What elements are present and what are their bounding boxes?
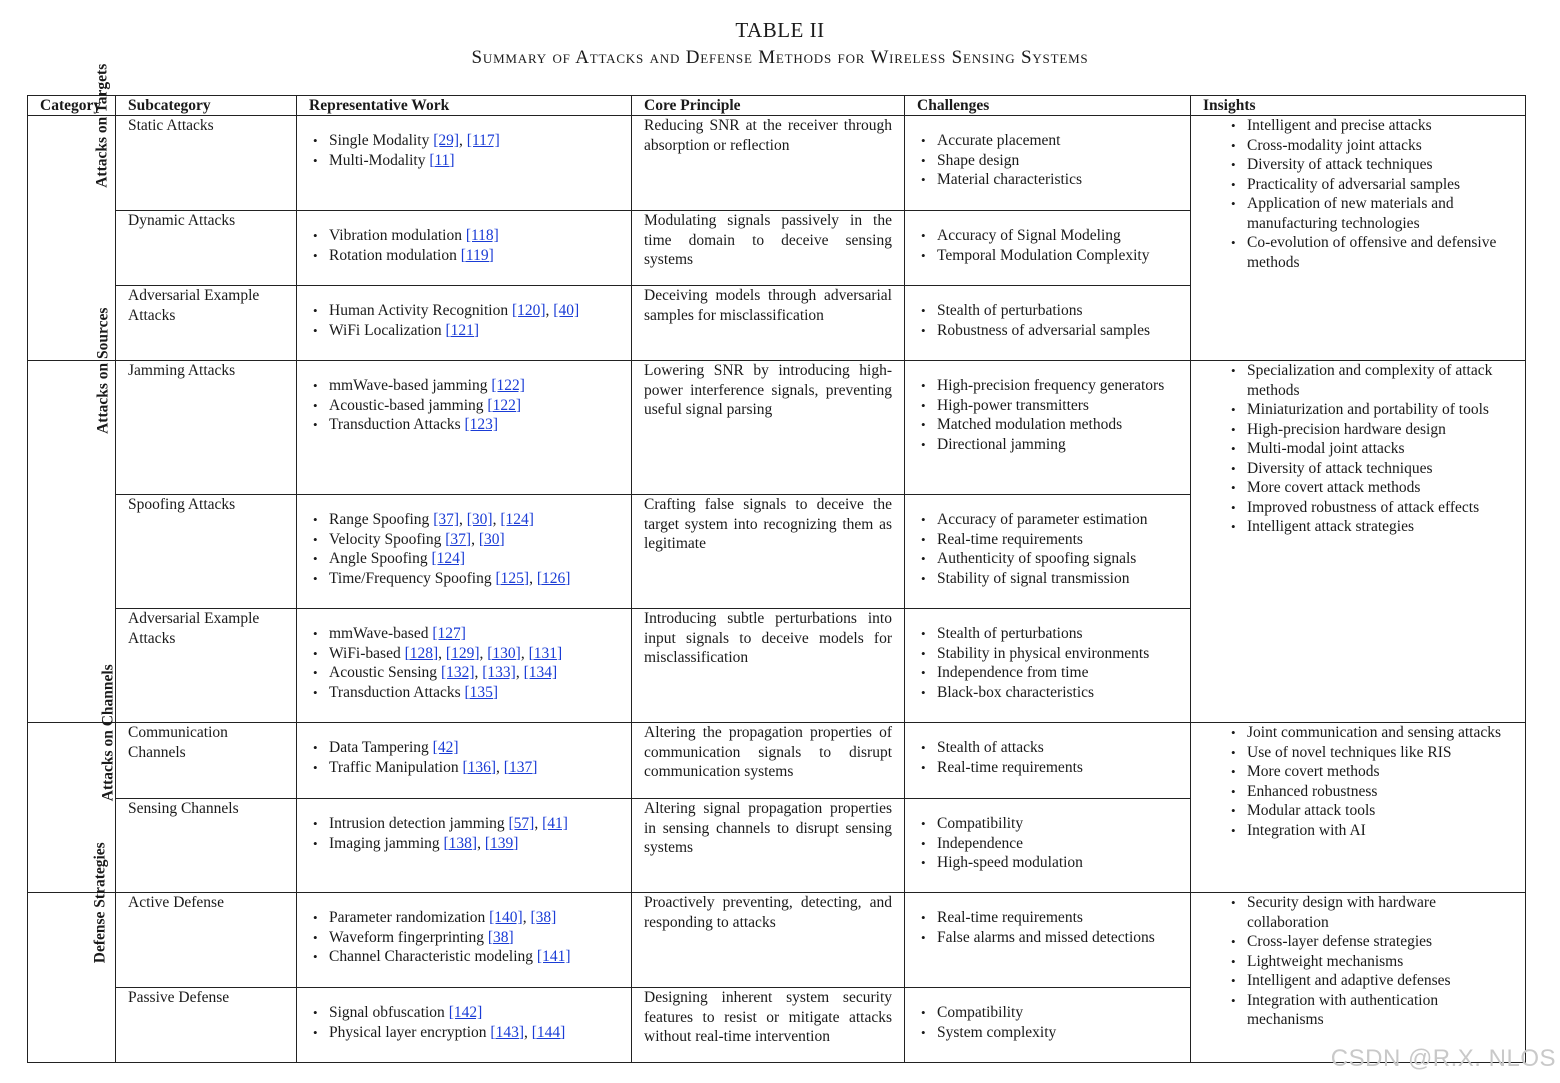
core-principle-cell: Modulating signals passively in the time domain to deceive sensing systems: [632, 211, 905, 286]
citation-link[interactable]: [37]: [445, 530, 472, 548]
citation-link[interactable]: [42]: [432, 739, 459, 756]
challenges-cell: [905, 361, 1191, 495]
work-item: • Range Spoofing [37], [30], [124]: [329, 510, 619, 530]
citation-link[interactable]: [37]: [433, 511, 460, 528]
work-label: Channel Characteristic modeling: [329, 948, 534, 965]
citation-link[interactable]: [124]: [431, 550, 466, 567]
table-number: TABLE II: [735, 18, 825, 42]
challenge-item: • Robustness of adversarial samples: [937, 321, 1178, 341]
header-category: Category: [28, 96, 116, 116]
insights-cell: [1191, 893, 1526, 1063]
insight-item: • Integration with AI: [1247, 821, 1513, 841]
work-item: • Time/Frequency Spoofing [125], [126]: [329, 569, 619, 589]
insight-list: [1191, 361, 1513, 537]
citation-link[interactable]: [126]: [536, 569, 571, 587]
representative-work-cell: [297, 893, 632, 988]
challenge-list: [917, 1003, 1178, 1042]
work-list: [309, 376, 619, 435]
watermark: CSDN @R.X. NLOS: [1330, 1045, 1556, 1072]
citation-link[interactable]: [119]: [460, 246, 494, 264]
insight-item: • Improved robustness of attack effects: [1247, 498, 1513, 518]
citation-link[interactable]: [137]: [503, 758, 538, 776]
challenges-cell: [905, 211, 1191, 286]
core-principle-cell: Altering the propagation properties of communication signals to disrupt communication systems: [632, 723, 905, 799]
table-row: [28, 116, 1526, 211]
work-label: Parameter randomization: [329, 909, 486, 926]
work-label: Waveform fingerprinting: [329, 928, 484, 946]
subcategory-cell: Active Defense: [116, 893, 297, 988]
work-item: • Physical layer encryption [143], [144]: [329, 1023, 619, 1043]
citation-link[interactable]: [41]: [542, 815, 568, 832]
challenge-item: • Real-time requirements: [937, 908, 1178, 928]
representative-work-cell: [297, 723, 632, 799]
citation-link[interactable]: [138]: [443, 834, 478, 852]
header-core-principle: Core Principle: [632, 96, 905, 116]
work-label: mmWave-based: [329, 625, 429, 642]
challenge-list: [917, 814, 1178, 873]
work-label: Signal obfuscation: [329, 1004, 445, 1021]
citation-link[interactable]: [129]: [445, 644, 480, 662]
insight-list: [1191, 893, 1513, 1030]
insight-item: • Cross-modality joint attacks: [1247, 136, 1513, 156]
challenge-list: [917, 738, 1178, 777]
work-item: [329, 1003, 619, 1023]
work-item: • Imaging jamming [138], [139]: [329, 834, 619, 854]
insight-item: • Cross-layer defense strategies: [1247, 932, 1513, 952]
citation-link[interactable]: [140]: [489, 909, 523, 926]
work-list: [309, 301, 619, 340]
table-caption: Summary of Attacks and Defense Methods for Wireless Sensing Systems: [471, 47, 1089, 68]
insight-item: • Lightweight mechanisms: [1247, 952, 1513, 972]
insight-item: • Modular attack tools: [1247, 801, 1513, 821]
summary-table: [27, 63, 1526, 1063]
citation-link[interactable]: [141]: [536, 948, 571, 965]
insight-item: • Intelligent attack strategies: [1247, 517, 1513, 537]
subcategory-cell: Passive Defense: [116, 988, 297, 1063]
core-principle-cell: Designing inherent system security features to resist or mitigate attacks without real-time intervention: [632, 988, 905, 1063]
work-list: [309, 814, 619, 853]
work-label: Vibration modulation: [329, 227, 462, 244]
citation-link[interactable]: [122]: [491, 377, 525, 394]
work-item: • Traffic Manipulation [136], [137]: [329, 758, 619, 778]
work-item: [329, 624, 619, 644]
citation-link[interactable]: [130]: [487, 644, 521, 662]
citation-link[interactable]: [124]: [500, 511, 534, 528]
insight-item: • Intelligent and precise attacks: [1247, 116, 1513, 136]
work-label: Acoustic Sensing: [329, 664, 438, 681]
work-list: [309, 624, 619, 702]
citation-link[interactable]: [125]: [495, 569, 530, 587]
insight-item: • Intelligent and adaptive defenses: [1247, 971, 1513, 991]
insight-item: • Security design with hardware collaboration: [1247, 893, 1513, 932]
core-principle-cell: Proactively preventing, detecting, and responding to attacks: [632, 893, 905, 988]
citation-link[interactable]: [143]: [490, 1023, 524, 1041]
challenge-item: • Compatibility: [937, 814, 1178, 834]
core-principle-cell: Deceiving models through adversarial samples for misclassification: [632, 286, 905, 361]
insight-item: • Enhanced robustness: [1247, 782, 1513, 802]
representative-work-cell: [297, 116, 632, 211]
subcategory-cell: Dynamic Attacks: [116, 211, 297, 286]
citation-link[interactable]: [139]: [484, 834, 519, 852]
table-title-block: [0, 18, 1560, 71]
work-item: [329, 151, 619, 171]
citation-link[interactable]: [123]: [464, 416, 499, 433]
insight-list: [1191, 116, 1513, 272]
subcategory-cell: Adversarial Example Attacks: [116, 609, 297, 723]
core-principle-cell: Altering signal propagation properties in sensing channels to disrupt sensing systems: [632, 799, 905, 893]
work-label: Physical layer encryption: [329, 1023, 487, 1041]
challenge-list: [917, 226, 1178, 265]
work-label: Data Tampering: [329, 739, 429, 756]
category-cell-defense: [28, 842, 116, 1063]
insight-item: • More covert methods: [1247, 762, 1513, 782]
insight-item: • Miniaturization and portability of tools: [1247, 400, 1513, 420]
work-item: • Single Modality [29], [117]: [329, 131, 619, 151]
insight-item: • Integration with authentication mechanisms: [1247, 991, 1513, 1030]
challenge-item: • Real-time requirements: [937, 530, 1178, 550]
citation-link[interactable]: [121]: [445, 321, 480, 339]
citation-link[interactable]: [30]: [478, 530, 505, 548]
challenge-item: • Independence: [937, 834, 1178, 854]
citation-link[interactable]: [127]: [432, 625, 466, 642]
work-label: Traffic Manipulation: [329, 758, 459, 776]
challenge-list: [917, 908, 1178, 947]
subcategory-cell: Static Attacks: [116, 116, 297, 211]
representative-work-cell: [297, 361, 632, 495]
challenges-cell: [905, 286, 1191, 361]
subcategory-cell: Adversarial Example Attacks: [116, 286, 297, 361]
category-label: Defense Strategies: [91, 842, 109, 964]
challenge-item: • High-speed modulation: [937, 853, 1178, 873]
challenge-item: • False alarms and missed detections: [937, 928, 1178, 948]
challenge-item: • Independence from time: [937, 663, 1178, 683]
insight-item: • Joint communication and sensing attacks: [1247, 723, 1513, 743]
citation-link[interactable]: [122]: [487, 396, 521, 414]
header-challenges: Challenges: [905, 96, 1191, 116]
citation-link[interactable]: [40]: [553, 302, 580, 319]
citation-link[interactable]: [128]: [404, 644, 439, 662]
challenge-list: [917, 376, 1178, 454]
work-label: Intrusion detection jamming: [329, 815, 505, 832]
work-item: [329, 321, 619, 341]
challenge-list: [917, 301, 1178, 340]
header-row: [28, 96, 1526, 116]
citation-link[interactable]: [133]: [482, 664, 516, 681]
insights-cell: [1191, 361, 1526, 723]
challenge-item: • Stealth of attacks: [937, 738, 1178, 758]
work-label: Acoustic-based jamming: [329, 396, 484, 414]
work-item: [329, 549, 619, 569]
header-subcategory: Subcategory: [116, 96, 297, 116]
challenge-item: • Stealth of perturbations: [937, 301, 1178, 321]
citation-link[interactable]: [29]: [433, 132, 460, 149]
challenge-item: • Stealth of perturbations: [937, 624, 1178, 644]
citation-link[interactable]: [38]: [530, 909, 557, 926]
category-label: Attacks on Sources: [94, 307, 112, 434]
citation-link[interactable]: [135]: [464, 683, 499, 701]
work-item: [329, 683, 619, 703]
challenge-item: • Compatibility: [937, 1003, 1178, 1023]
insight-item: • Co-evolution of offensive and defensive methods: [1247, 233, 1513, 272]
insight-item: • High-precision hardware design: [1247, 420, 1513, 440]
table-row: [28, 893, 1526, 988]
challenge-list: [917, 624, 1178, 702]
work-list: [309, 131, 619, 170]
work-label: Velocity Spoofing: [329, 530, 442, 548]
subcategory-cell: Communication Channels: [116, 723, 297, 799]
work-list: [309, 1003, 619, 1042]
challenges-cell: [905, 723, 1191, 799]
challenge-item: • Accuracy of Signal Modeling: [937, 226, 1178, 246]
work-label: Transduction Attacks: [329, 683, 461, 701]
citation-link[interactable]: [134]: [523, 664, 558, 681]
insights-cell: [1191, 723, 1526, 893]
challenge-item: • High-precision frequency generators: [937, 376, 1178, 396]
work-label: Range Spoofing: [329, 511, 430, 528]
challenges-cell: [905, 893, 1191, 988]
core-principle-cell: Lowering SNR by introducing high-power interference signals, preventing useful signal parsing: [632, 361, 905, 495]
work-label: Human Activity Recognition: [329, 302, 509, 319]
work-item: [329, 246, 619, 266]
insight-item: • Diversity of attack techniques: [1247, 155, 1513, 175]
work-label: Transduction Attacks: [329, 416, 461, 433]
challenge-item: • Shape design: [937, 151, 1178, 171]
challenges-cell: [905, 799, 1191, 893]
insight-item: • Diversity of attack techniques: [1247, 459, 1513, 479]
work-label: WiFi Localization: [329, 321, 442, 339]
challenge-item: • Material characteristics: [937, 170, 1178, 190]
representative-work-cell: [297, 799, 632, 893]
insight-item: • Multi-modal joint attacks: [1247, 439, 1513, 459]
work-list: [309, 738, 619, 777]
header-representative-work: Representative Work: [297, 96, 632, 116]
challenge-item: • Real-time requirements: [937, 758, 1178, 778]
challenge-list: [917, 510, 1178, 588]
subcategory-cell: Spoofing Attacks: [116, 495, 297, 609]
citation-link[interactable]: [57]: [508, 815, 535, 832]
subcategory-cell: Sensing Channels: [116, 799, 297, 893]
challenge-item: • Accurate placement: [937, 131, 1178, 151]
challenge-item: • Stability of signal transmission: [937, 569, 1178, 589]
citation-link[interactable]: [117]: [466, 132, 500, 149]
challenge-item: • Temporal Modulation Complexity: [937, 246, 1178, 266]
representative-work-cell: [297, 495, 632, 609]
citation-link[interactable]: [131]: [528, 644, 563, 662]
work-item: [329, 947, 619, 967]
citation-link[interactable]: [142]: [448, 1004, 483, 1021]
work-item: • Velocity Spoofing [37], [30]: [329, 530, 619, 550]
work-label: WiFi-based: [329, 644, 401, 662]
subcategory-cell: Jamming Attacks: [116, 361, 297, 495]
citation-link[interactable]: [38]: [487, 928, 514, 946]
representative-work-cell: [297, 286, 632, 361]
work-item: [329, 415, 619, 435]
challenge-item: • High-power transmitters: [937, 396, 1178, 416]
challenges-cell: [905, 609, 1191, 723]
insight-item: • Specialization and complexity of attack methods: [1247, 361, 1513, 400]
work-item: • Human Activity Recognition [120], [40]: [329, 301, 619, 321]
work-item: [329, 376, 619, 396]
work-label: Time/Frequency Spoofing: [329, 569, 492, 587]
citation-link[interactable]: [118]: [465, 227, 499, 244]
work-item: [329, 226, 619, 246]
citation-link[interactable]: [144]: [531, 1023, 566, 1041]
work-label: Angle Spoofing: [329, 550, 428, 567]
challenge-item: • Stability in physical environments: [937, 644, 1178, 664]
work-item: • Intrusion detection jamming [57], [41]: [329, 814, 619, 834]
work-label: Multi-Modality: [329, 151, 426, 169]
insight-list: [1191, 723, 1513, 840]
work-label: Imaging jamming: [329, 834, 440, 852]
work-list: [309, 908, 619, 967]
citation-link[interactable]: [136]: [462, 758, 497, 776]
work-label: Rotation modulation: [329, 246, 457, 264]
work-item: [329, 928, 619, 948]
challenges-cell: [905, 495, 1191, 609]
challenges-cell: [905, 988, 1191, 1063]
table-row: [28, 361, 1526, 495]
representative-work-cell: [297, 988, 632, 1063]
representative-work-cell: [297, 211, 632, 286]
citation-link[interactable]: [132]: [440, 664, 475, 681]
citation-link[interactable]: [30]: [466, 511, 493, 528]
work-item: • WiFi-based [128], [129], [130], [131]: [329, 644, 619, 664]
challenge-item: • Directional jamming: [937, 435, 1178, 455]
core-principle-cell: Crafting false signals to deceive the target system into recognizing them as legitimate: [632, 495, 905, 609]
work-item: • Parameter randomization [140], [38]: [329, 908, 619, 928]
insight-item: • Application of new materials and manufacturing technologies: [1247, 194, 1513, 233]
challenge-item: • System complexity: [937, 1023, 1178, 1043]
insight-item: • Practicality of adversarial samples: [1247, 175, 1513, 195]
challenge-item: • Matched modulation methods: [937, 415, 1178, 435]
challenge-item: • Black-box characteristics: [937, 683, 1178, 703]
citation-link[interactable]: [120]: [511, 302, 546, 319]
work-label: Single Modality: [329, 132, 430, 149]
header-insights: Insights: [1191, 96, 1526, 116]
work-item: [329, 396, 619, 416]
core-principle-cell: Reducing SNR at the receiver through absorption or reflection: [632, 116, 905, 211]
work-list: [309, 510, 619, 588]
table-row: [28, 723, 1526, 799]
category-label: Attacks on Channels: [99, 664, 117, 802]
work-item: [329, 738, 619, 758]
insights-cell: [1191, 116, 1526, 361]
work-label: mmWave-based jamming: [329, 377, 488, 394]
representative-work-cell: [297, 609, 632, 723]
category-label: Attacks on Targets: [93, 63, 111, 188]
work-item: • Acoustic Sensing [132], [133], [134]: [329, 663, 619, 683]
citation-link[interactable]: [11]: [429, 151, 455, 169]
challenge-list: [917, 131, 1178, 190]
insight-item: • More covert attack methods: [1247, 478, 1513, 498]
challenge-item: • Authenticity of spoofing signals: [937, 549, 1178, 569]
core-principle-cell: Introducing subtle perturbations into input signals to deceive models for misclassification: [632, 609, 905, 723]
challenges-cell: [905, 116, 1191, 211]
work-list: [309, 226, 619, 265]
insight-item: • Use of novel techniques like RIS: [1247, 743, 1513, 763]
challenge-item: • Accuracy of parameter estimation: [937, 510, 1178, 530]
